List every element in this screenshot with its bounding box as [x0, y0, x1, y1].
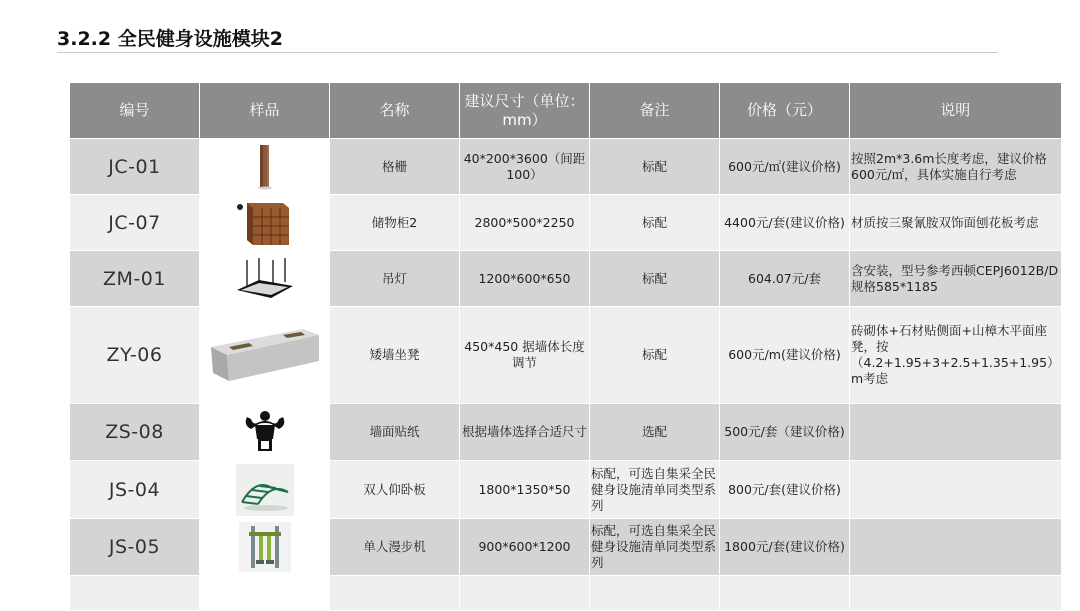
cell-code: JC-01	[70, 139, 200, 195]
table-row	[70, 461, 1062, 519]
cell-code: JC-07	[70, 195, 200, 251]
cell-empty	[590, 576, 720, 611]
cell-size: 40*200*3600（间距100）	[460, 139, 590, 195]
cell-empty	[850, 576, 1062, 611]
cell-note: 标配	[590, 195, 720, 251]
cell-code: JS-04	[70, 461, 200, 519]
cell-note: 标配	[590, 307, 720, 404]
cell-note: 标配	[590, 139, 720, 195]
cell-size: 2800*500*2250	[460, 195, 590, 251]
cell-name: 矮墙坐凳	[330, 307, 460, 404]
bodybuilder-sticker-icon	[237, 409, 293, 455]
cell-empty	[720, 576, 850, 611]
table-row	[70, 519, 1062, 576]
double-situp-board-icon	[236, 464, 294, 516]
cell-empty	[200, 576, 330, 611]
cell-name: 墙面贴纸	[330, 404, 460, 461]
cell-empty	[460, 576, 590, 611]
table-row	[70, 251, 1062, 307]
cell-size: 450*450 据墙体长度调节	[460, 307, 590, 404]
cell-note: 选配	[590, 404, 720, 461]
cell-price: 800元/套(建议价格)	[720, 461, 850, 519]
cell-desc	[850, 404, 1062, 461]
cell-note: 标配	[590, 251, 720, 307]
facility-table	[69, 82, 1062, 611]
cell-desc: 砖砌体+石材贴侧面+山樟木平面座凳，按（4.2+1.95+3+2.5+1.35+1.95）m考虑	[850, 307, 1062, 404]
header-name: 名称	[330, 83, 460, 139]
cell-price: 4400元/套(建议价格)	[720, 195, 850, 251]
cell-sample	[200, 461, 330, 519]
table-row	[70, 576, 1062, 611]
cell-desc	[850, 519, 1062, 576]
cell-sample	[200, 195, 330, 251]
cell-name: 格栅	[330, 139, 460, 195]
header-code: 编号	[70, 83, 200, 139]
cell-sample	[200, 307, 330, 404]
wooden-grille-icon	[255, 144, 275, 190]
cell-price: 600元/m(建议价格)	[720, 307, 850, 404]
title-divider	[57, 52, 998, 53]
cell-name: 双人仰卧板	[330, 461, 460, 519]
low-wall-bench-icon	[207, 325, 323, 385]
cell-price: 600元/㎡(建议价格)	[720, 139, 850, 195]
cell-sample	[200, 519, 330, 576]
cell-sample	[200, 404, 330, 461]
cell-empty	[70, 576, 200, 611]
cell-code: ZS-08	[70, 404, 200, 461]
cell-price: 1800元/套(建议价格)	[720, 519, 850, 576]
header-size: 建议尺寸（单位：mm）	[460, 83, 590, 139]
cell-size: 900*600*1200	[460, 519, 590, 576]
cell-name: 单人漫步机	[330, 519, 460, 576]
table-row	[70, 195, 1062, 251]
header-price: 价格（元）	[720, 83, 850, 139]
cell-desc: 含安装，型号参考西顿CEPJ6012B/D规格585*1185	[850, 251, 1062, 307]
header-desc: 说明	[850, 83, 1062, 139]
cell-size: 根据墙体选择合适尺寸	[460, 404, 590, 461]
cell-note: 标配，可选自集采全民健身设施清单同类型系列	[590, 519, 720, 576]
cell-code: ZM-01	[70, 251, 200, 307]
cell-code: ZY-06	[70, 307, 200, 404]
cell-size: 1800*1350*50	[460, 461, 590, 519]
cell-size: 1200*600*650	[460, 251, 590, 307]
single-walker-icon	[239, 522, 291, 572]
table-row	[70, 139, 1062, 195]
header-sample: 样品	[200, 83, 330, 139]
cell-sample	[200, 251, 330, 307]
cell-name: 吊灯	[330, 251, 460, 307]
cell-sample	[200, 139, 330, 195]
table-row	[70, 307, 1062, 404]
cell-price: 604.07元/套	[720, 251, 850, 307]
cell-note: 标配，可选自集采全民健身设施清单同类型系列	[590, 461, 720, 519]
cell-price: 500元/套（建议价格)	[720, 404, 850, 461]
page-title: 3.2.2 全民健身设施模块2	[57, 28, 283, 50]
cell-name: 储物柜2	[330, 195, 460, 251]
cell-desc	[850, 461, 1062, 519]
cell-code: JS-05	[70, 519, 200, 576]
pendant-lamp-icon	[233, 256, 297, 302]
cell-desc: 材质按三聚氰胺双饰面刨花板考虑	[850, 195, 1062, 251]
cell-empty	[330, 576, 460, 611]
header-note: 备注	[590, 83, 720, 139]
storage-cabinet-icon	[235, 199, 295, 247]
cell-desc: 按照2m*3.6m长度考虑，建议价格600元/㎡，具体实施自行考虑	[850, 139, 1062, 195]
table-row	[70, 404, 1062, 461]
header-row	[70, 83, 1062, 139]
